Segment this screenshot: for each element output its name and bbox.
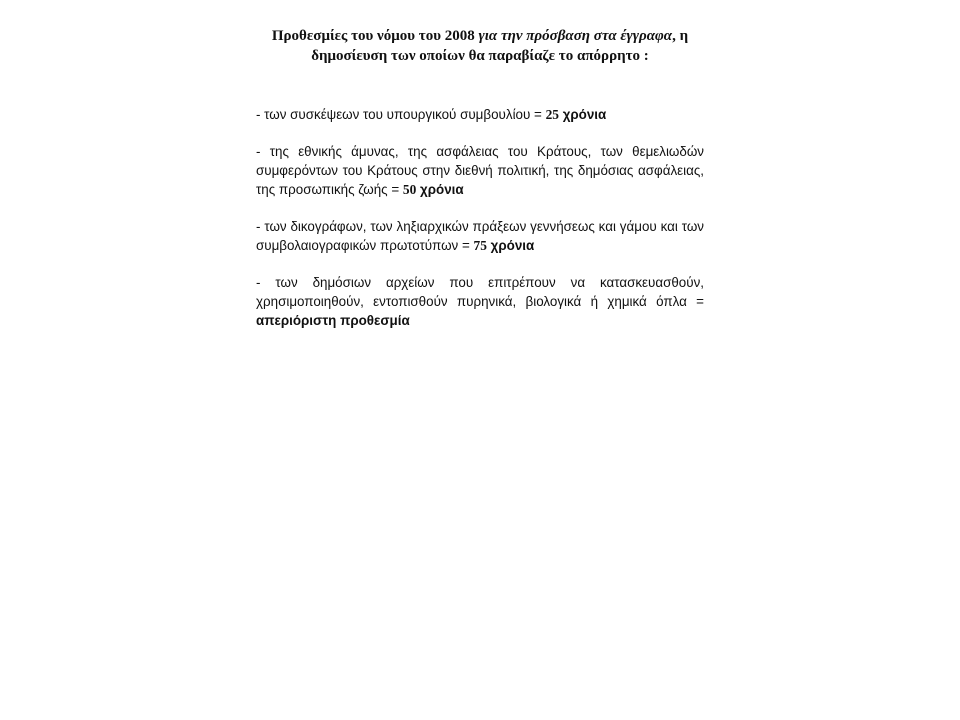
list-item [256,142,704,199]
list-item-value-number: 75 [473,238,487,253]
list-item-value [546,107,607,122]
document-page [256,26,704,348]
list-item-text: - των δικογράφων, των ληξιαρχικών πράξεων γεννήσεως και γάμου και των συμβολαιογραφικών πρωτοτύπων = [256,219,704,253]
list-item-text: - της εθνικής άμυνας, της ασφάλειας του Κράτους, των θεμελιωδών συμφερόντων του Κράτους στην διεθνή πολιτική, της δημόσιας ασφάλειας, της προσωπικής ζωής = [256,144,704,197]
title-part-1: Προθεσμίες του νόμου του 2008 [271,28,475,44]
list-item-value-unit: χρόνια [486,238,535,253]
list-item-value-unit: χρόνια [416,182,464,197]
title-part-3: , η δημοσίευση των οποίων θα παραβίαζε το απόρρητο : [311,28,689,64]
list-item-value [256,313,410,328]
list-item-value [474,238,535,253]
title-part-2: για την πρόσβαση στα έγγραφα [478,28,673,44]
list-item [256,105,704,124]
list-item-value [403,182,464,197]
list-item-value-number: 25 [545,107,559,122]
list-item-value-unit: χρόνια [558,107,607,122]
list-item [256,217,704,255]
list-item [256,273,704,330]
list-item-value-unit: απεριόριστη προθεσμία [256,313,410,328]
list-item-text: - των δημόσιων αρχείων που επιτρέπουν να κατασκευασθούν, χρησιμοποιηθούν, εντοπισθούν πυρηνικά, βιολογικά ή χημικά όπλα = [256,275,704,309]
list-item-text: - των συσκέψεων του υπουργικού συμβουλίου = [256,107,546,122]
list-item-value-number: 50 [402,182,417,197]
document-title [256,26,704,66]
